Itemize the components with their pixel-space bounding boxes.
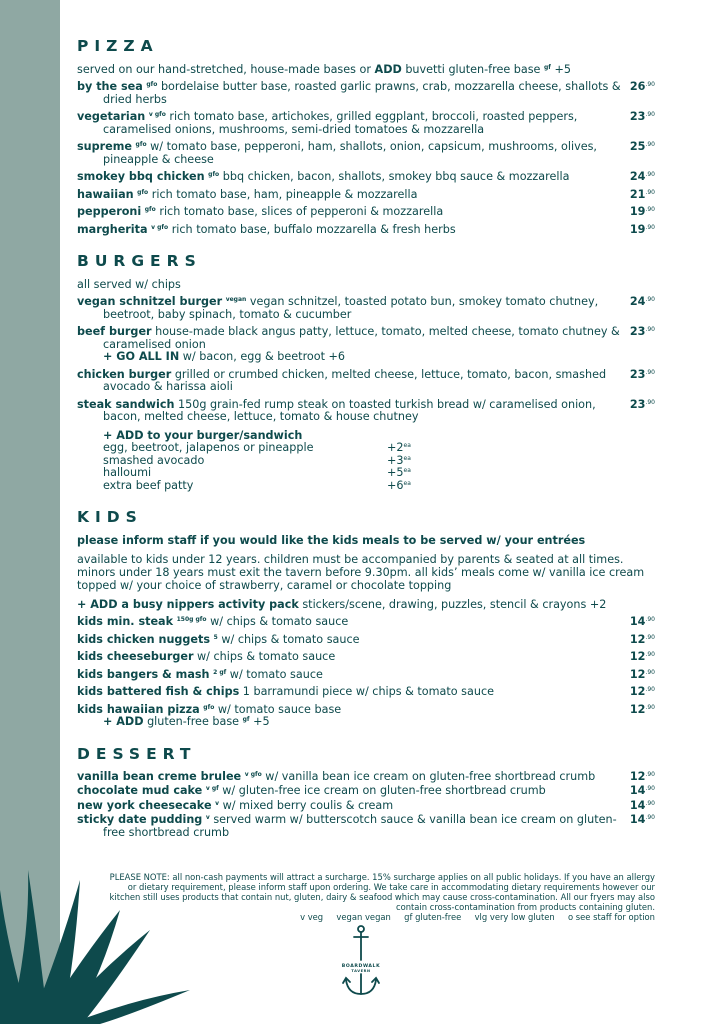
burgers-heading: BURGERS bbox=[77, 252, 202, 270]
menu-item: steak sandwich 150g grain-fed rump steak on toasted turkish bread w/ caramelised onion, bacon, melted cheese, lettuce, tomato & house chutney $23^{.90}$ bbox=[77, 397, 655, 423]
menu-item: supreme $^{gfo}$ w/ tomato base, pepperoni, ham, shallots, onion, capsicum, mushrooms, olives, pineapple & cheese $25^{.90}$ bbox=[77, 140, 655, 166]
menu-item: hawaiian $^{gfo}$ rich tomato base, ham, pineapple & mozzarella $21^{.90}$ bbox=[77, 187, 655, 201]
menu-item: smokey bbq chicken $^{gfo}$ bbq chicken, bacon, shallots, smokey bbq sauce & mozzarella $24^{.90}$ bbox=[77, 170, 655, 183]
menu-item: chicken burger grilled or crumbed chicken, melted cheese, lettuce, tomato, bacon, smashed avocado & harissa aioli $23^{.90}$ bbox=[77, 367, 655, 393]
menu-item: sticky date pudding $^v$ served warm w/ butterscotch sauce & vanilla bean ice cream on gluten-free shortbread crumb $14^{.90}$ bbox=[77, 813, 655, 839]
menu-item: vegan schnitzel burger $^{vegan}$ vegan schnitzel, toasted potato bun, smokey tomato chutney, beetroot, baby spinach, tomato & cucumber $24^{.90}$ bbox=[77, 295, 655, 321]
menu-item: kids chicken nuggets $^5$ w/ chips & tomato sauce $12^{.90}$ bbox=[77, 632, 655, 646]
menu-item: kids battered fish & chips 1 barramundi piece w/ chips & tomato sauce $12^{.90}$ bbox=[77, 685, 655, 698]
dietary-legend: v veg vegan vegan gf gluten-free vlg very low gluten o see staff for option bbox=[300, 912, 655, 922]
kids-intro: available to kids under 12 years. children must be accompanied by parents & seated at all times. minors under 18 years must exit the tavern before 9.30pm. all kids’ meals come w/ vanilla ice cream topped w/ your choice of strawberry, caramel or chocolate topping bbox=[77, 553, 645, 592]
brand-logo: BOARDWALK TAVERN bbox=[341, 964, 381, 973]
menu-item: new york cheesecake $^v$ w/ mixed berry coulis & cream $14^{.90}$ bbox=[77, 798, 655, 812]
menu-item: beef burger house-made black angus patty, lettuce, tomato, melted cheese, tomato chutney & caramelised onion + GO ALL IN w/ bacon, egg & beetroot +6 $23^{.90}$ bbox=[77, 325, 655, 363]
dessert-section bbox=[77, 745, 655, 840]
pizza-items bbox=[77, 81, 655, 236]
menu-item: by the sea $^{gfo}$ bordelaise butter base, roasted garlic prawns, crab, mozzarella cheese, shallots & dried herbs $26^{.90}$ bbox=[77, 80, 655, 106]
palm-leaf-icon bbox=[0, 830, 190, 1024]
pizza-heading: PIZZA bbox=[77, 37, 159, 55]
burgers-intro: all served w/ chips bbox=[77, 278, 181, 291]
footer-note bbox=[100, 872, 655, 922]
menu-item: kids cheeseburger w/ chips & tomato sauce $12^{.90}$ bbox=[77, 650, 655, 663]
menu-item: pepperoni $^{gfo}$ rich tomato base, slices of pepperoni & mozzarella $19^{.90}$ bbox=[77, 205, 655, 218]
addon-title: + ADD to your burger/sandwich bbox=[103, 428, 303, 442]
menu-item: chocolate mud cake $^{v gf}$ w/ gluten-free ice cream on gluten-free shortbread crumb $14^{.90}$ bbox=[77, 784, 655, 797]
kids-heading: KIDS bbox=[77, 508, 143, 526]
anchor-icon bbox=[336, 922, 386, 998]
addon-row: smashed avocado $+3^{ea}$ bbox=[103, 453, 411, 467]
menu-item: kids min. steak $^{150g gfo}$ w/ chips & tomato sauce $14^{.90}$ bbox=[77, 615, 655, 628]
menu-item: kids hawaiian pizza $^{gfo}$ w/ tomato sauce base + ADD gluten-free base $^{gf}$ +5 $12^{.90}$ bbox=[77, 702, 655, 728]
surcharge-note: PLEASE NOTE: all non-cash payments will attract a surcharge. 15% surcharge applies on all public holidays. If you have an allergy or dietary requirement, please inform staff upon ordering. We take care in accommodating dietary requirements however our kitchen still uses products that contain nut, gluten, dairy & seafood which may cause cross-contamination. All our fryers may also contain cross-contamination from products containing gluten. bbox=[109, 872, 655, 912]
addon-row: egg, beetroot, jalapenos or pineapple $+2^{ea}$ bbox=[103, 441, 411, 454]
kids-section bbox=[77, 508, 655, 729]
menu-item: margherita $^{v gfo}$ rich tomato base, buffalo mozzarella & fresh herbs $19^{.90}$ bbox=[77, 222, 655, 236]
menu-item: kids bangers & mash $^{2 gf}$ w/ tomato sauce $12^{.90}$ bbox=[77, 667, 655, 681]
menu-item: vanilla bean creme brulee $^{v gfo}$ w/ vanilla bean ice cream on gluten-free shortbread crumb $12^{.90}$ bbox=[77, 769, 655, 783]
kids-activity: + ADD a busy nippers activity pack stickers/scene, drawing, puzzles, stencil & crayons +2 bbox=[77, 598, 607, 611]
burger-addons bbox=[77, 430, 655, 493]
dessert-heading: DESSERT bbox=[77, 744, 197, 763]
menu-item: vegetarian $^{v gfo}$ rich tomato base, artichokes, grilled eggplant, broccoli, roasted peppers, caramelised onions, mushrooms, semi-dried tomatoes & mozzarella $23^{.90}$ bbox=[77, 110, 655, 136]
addon-row: extra beef patty $+6^{ea}$ bbox=[103, 478, 411, 492]
pizza-intro: served on our hand-stretched, house-made bases or ADD buvetti gluten-free base $^{gf}$ +5 bbox=[77, 63, 571, 76]
addon-row: halloumi $+5^{ea}$ bbox=[103, 466, 411, 479]
kids-notice: please inform staff if you would like the kids meals to be served w/ your entrées bbox=[77, 534, 586, 547]
menu-content bbox=[77, 37, 655, 839]
burgers-section bbox=[77, 252, 655, 492]
pizza-section bbox=[77, 37, 655, 236]
